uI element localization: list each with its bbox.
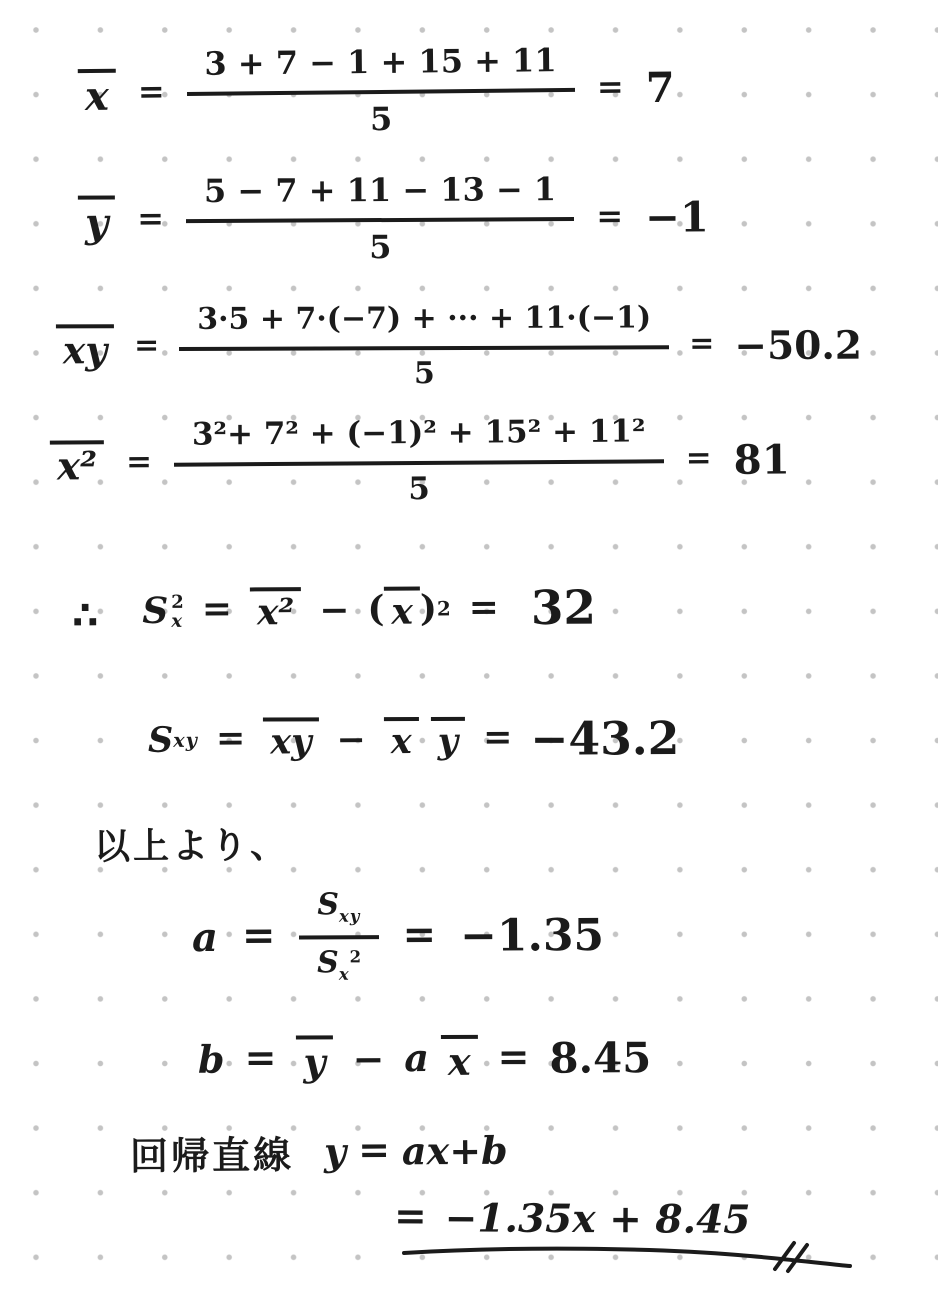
s-letter: S	[317, 945, 339, 981]
x-bar-squared-term	[367, 586, 451, 631]
superscript-2: 2	[171, 591, 184, 613]
fraction-denominator: 5	[179, 345, 669, 392]
equals-sign: =	[468, 585, 500, 628]
equals-sign: =	[137, 72, 165, 111]
fraction	[186, 171, 575, 267]
result-value: 8.45	[549, 1033, 652, 1083]
equals-sign: =	[689, 326, 715, 362]
result-value: −1	[644, 192, 710, 242]
equals-sign: =	[244, 1034, 277, 1080]
result-value: −50.2	[734, 322, 863, 369]
x-bar-y-bar-product	[384, 717, 465, 761]
fraction-numerator: 3·5 + 7·(−7) + ··· + 11·(−1)	[197, 300, 652, 337]
regression-line-label: 回帰直線	[129, 1132, 295, 1179]
superscript-2: 2	[436, 596, 451, 621]
y-bar-symbol: y	[431, 717, 465, 761]
x-bar-symbol: x	[384, 717, 419, 761]
result-value: −1.35	[459, 909, 605, 962]
equals-sign: =	[402, 910, 437, 958]
superscript-2: 2	[349, 947, 362, 967]
regression-formula	[324, 1128, 508, 1174]
s-letter: S	[147, 719, 174, 761]
b-symbol: b	[197, 1036, 225, 1082]
note-from-above	[94, 817, 289, 870]
variance-symbol	[142, 589, 184, 631]
fraction	[186, 42, 575, 140]
equals-sign: =	[137, 198, 165, 238]
result-value: 81	[733, 435, 790, 484]
final-regression-equation	[394, 1195, 751, 1243]
xy-bar-term: xy	[263, 717, 318, 761]
equals-sign: =	[497, 1033, 530, 1079]
equals-sign: =	[685, 439, 712, 476]
fraction-denominator: 5	[174, 459, 664, 509]
subscript-x: x	[338, 965, 350, 985]
subscript-x: x	[171, 610, 183, 632]
s-letter: S	[317, 887, 340, 923]
final-expression: −1.35x + 8.45	[444, 1195, 751, 1243]
equals-sign: =	[201, 587, 233, 630]
x-bar-symbol: x	[384, 587, 420, 632]
y-bar-symbol: y	[296, 1035, 332, 1082]
x-bar-symbol: x	[441, 1035, 478, 1082]
fraction	[174, 414, 664, 509]
right-paren: )	[419, 587, 438, 631]
fraction-denominator	[299, 935, 378, 985]
y-bar-symbol: y	[78, 196, 116, 245]
equals-sign: =	[241, 911, 276, 959]
s-letter: S	[142, 589, 169, 632]
equals-sign: =	[596, 196, 624, 235]
equals-sign: =	[393, 1193, 427, 1240]
result-value: 32	[530, 580, 597, 636]
fraction-denominator: 5	[186, 217, 574, 267]
result-value: 7	[645, 63, 675, 113]
x-squared-bar-term: x²	[250, 587, 301, 632]
equals-sign: =	[215, 717, 246, 759]
equals-sign: =	[482, 716, 513, 758]
equals-sign: =	[125, 443, 153, 480]
a-x-bar-product	[404, 1035, 477, 1082]
equation-x-squared-mean	[50, 413, 790, 509]
equation-covariance-xy	[148, 711, 680, 767]
equation-variance-x	[72, 581, 596, 639]
equation-y-mean	[78, 170, 709, 267]
fraction-numerator: 3 + 7 − 1 + 15 + 11	[204, 41, 557, 83]
minus-sign: −	[352, 1036, 385, 1082]
equation-xy-mean	[56, 301, 862, 393]
minus-sign: −	[336, 718, 366, 760]
sub-sup-stack	[171, 593, 184, 631]
y-symbol: y	[323, 1128, 347, 1174]
covariance-symbol	[148, 719, 198, 760]
subscript-xy: xy	[173, 728, 198, 752]
subscript-xy: xy	[338, 906, 361, 926]
regression-line-statement	[130, 1123, 508, 1181]
end-mark-underline	[398, 1240, 860, 1276]
equation-x-mean	[78, 41, 676, 141]
minus-sign: −	[319, 588, 350, 631]
fraction	[179, 301, 669, 392]
fraction-denominator: 5	[187, 88, 576, 140]
a-symbol: a	[191, 913, 219, 961]
x-squared-bar-symbol: x²	[50, 440, 104, 488]
equation-slope-a	[192, 887, 605, 986]
left-paren: (	[367, 588, 385, 631]
equation-intercept-b	[198, 1033, 651, 1084]
a-symbol: a	[404, 1035, 430, 1081]
equals-sign: =	[134, 328, 160, 364]
xy-bar-symbol: xy	[56, 325, 114, 372]
fraction-numerator: 3²+ 7² + (−1)² + 15² + 11²	[191, 413, 646, 453]
equals-sign: =	[357, 1126, 391, 1172]
therefore-symbol: ∴	[71, 592, 99, 637]
x-bar-symbol: x	[78, 69, 116, 118]
fraction-numerator: 5 − 7 + 11 − 13 − 1	[203, 170, 557, 210]
ax-plus-b-expression: ax+b	[401, 1127, 508, 1174]
note-text: 以上より、	[93, 824, 290, 868]
result-value: −43.2	[530, 711, 680, 766]
equals-sign: =	[596, 67, 624, 106]
fraction-numerator	[299, 888, 378, 936]
fraction	[299, 888, 379, 985]
